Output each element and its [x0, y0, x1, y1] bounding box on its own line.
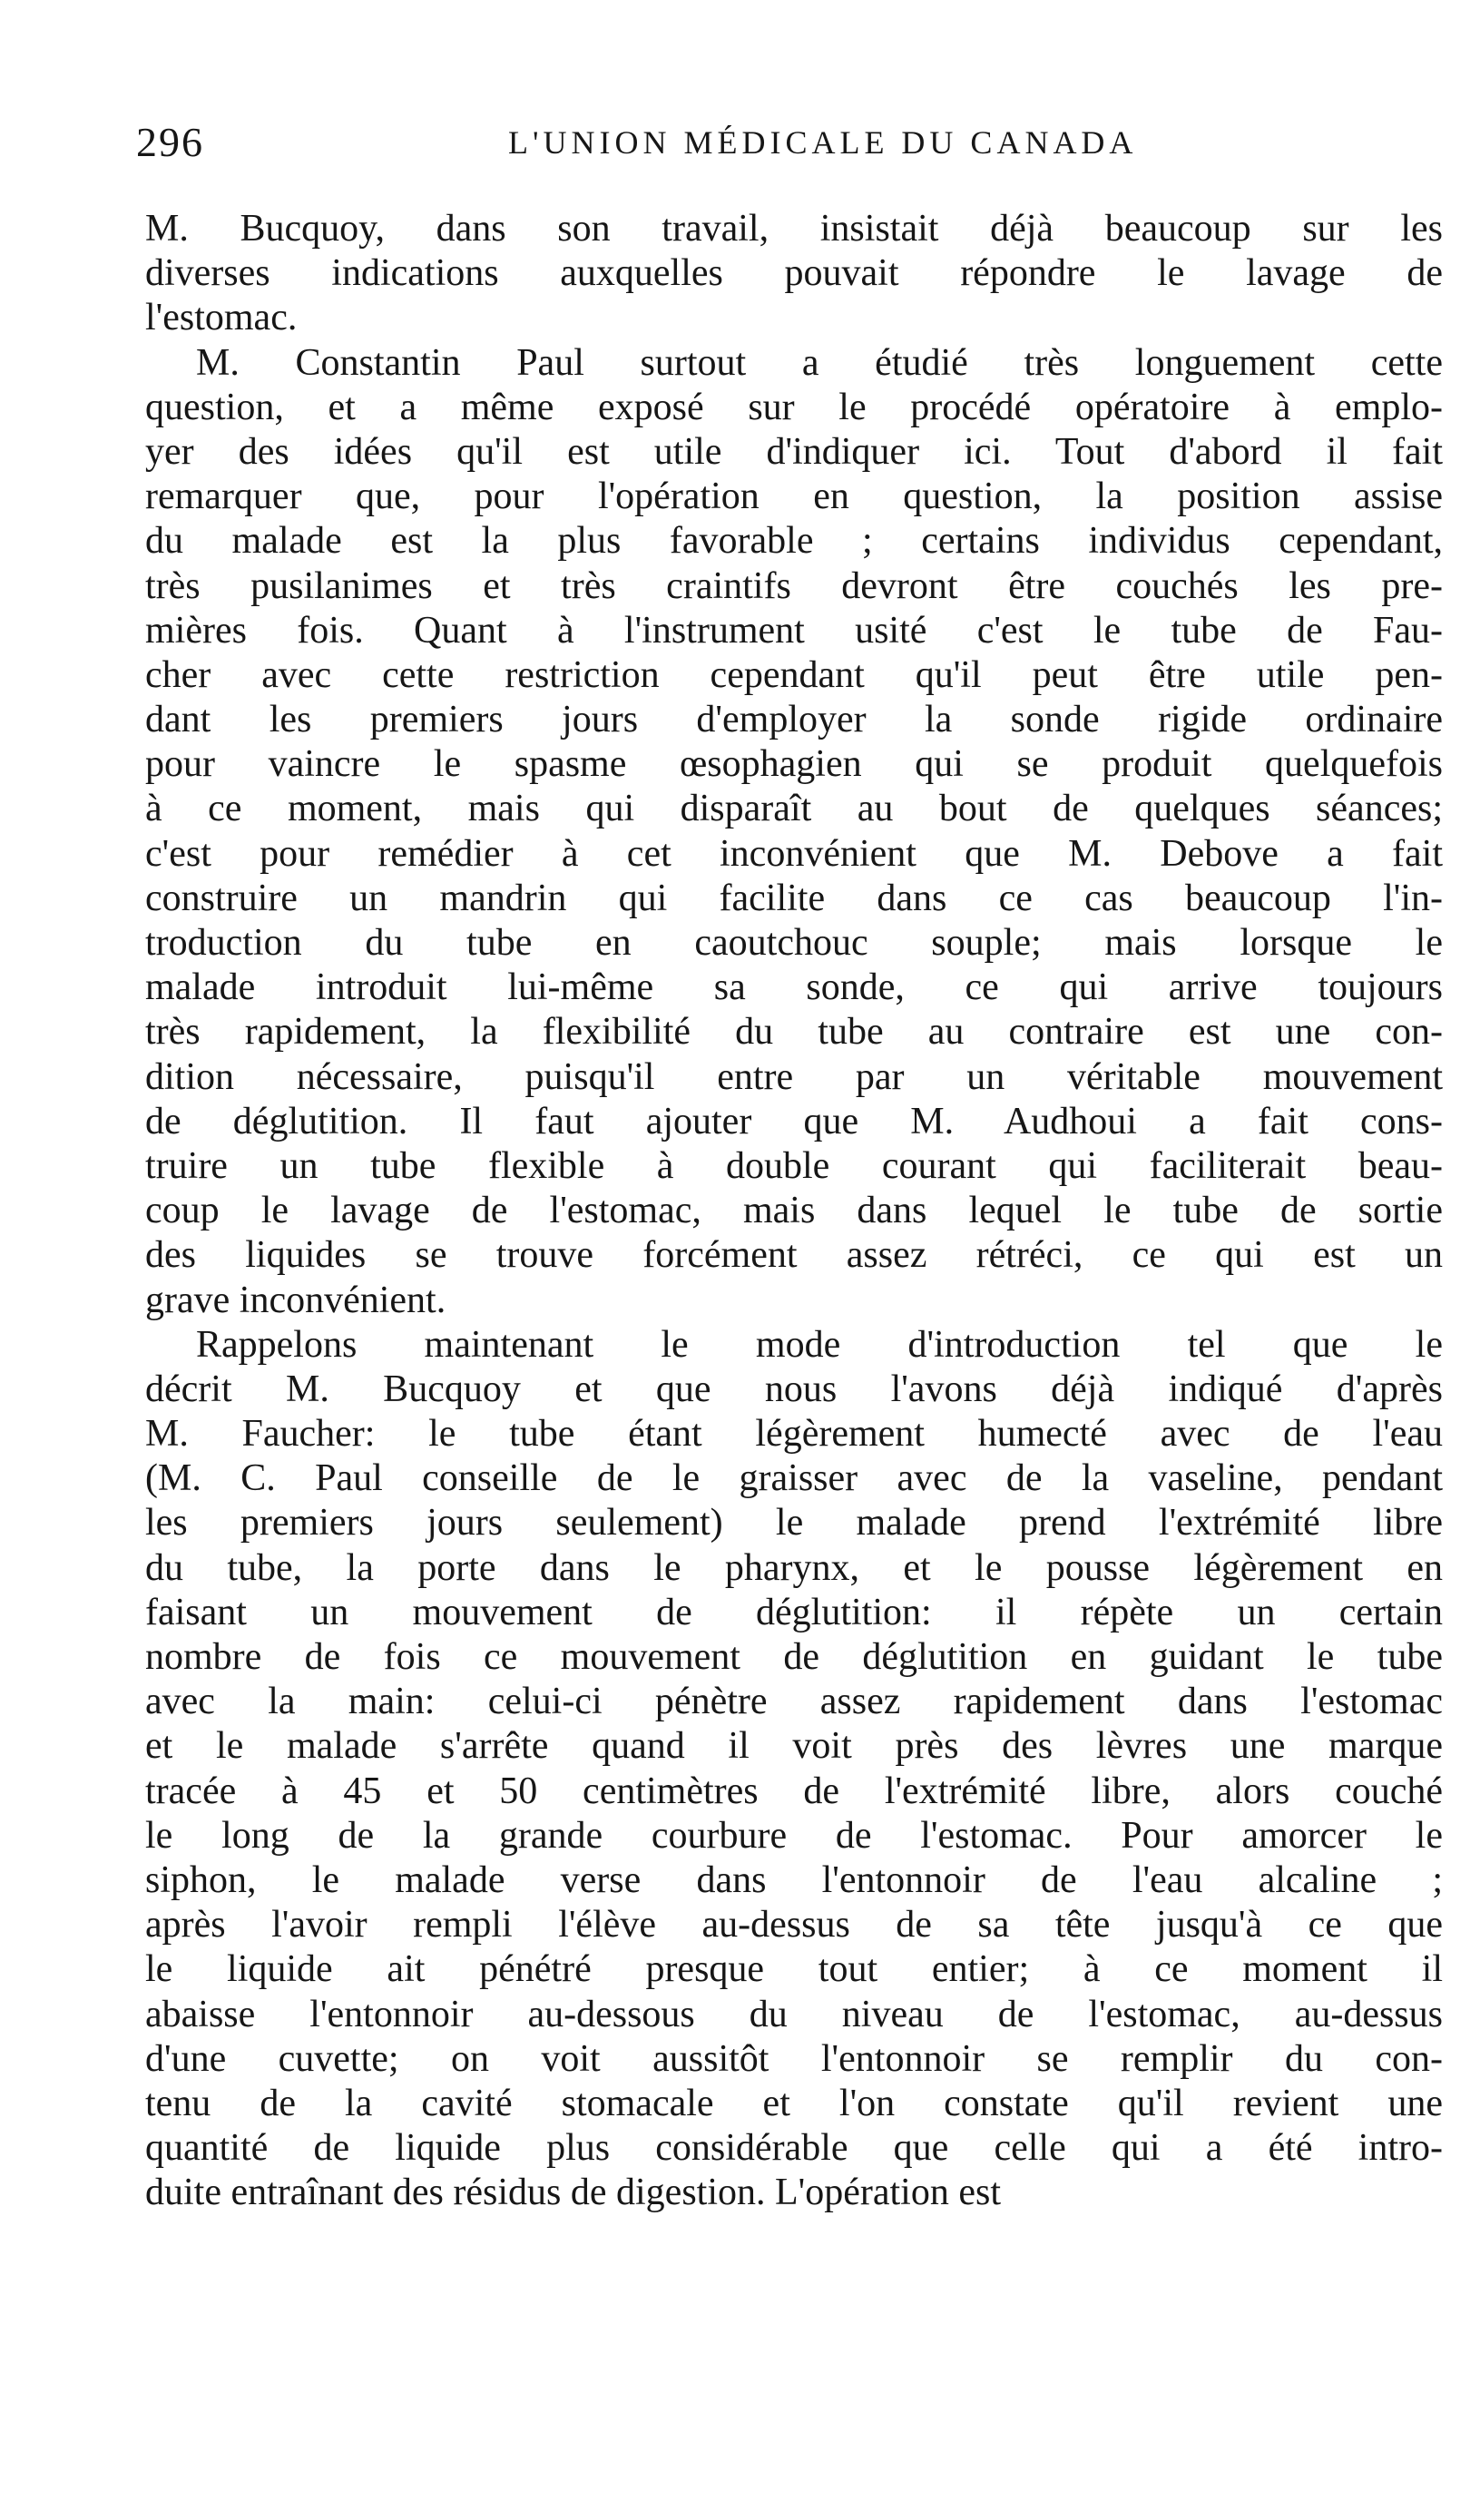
text-line: dition nécessaire, puisqu'il entre par un véritable mouvement [145, 1055, 1443, 1098]
text-line: tenu de la cavité stomacale et l'on constate qu'il revient une [145, 2082, 1443, 2124]
body-text [145, 207, 1443, 2215]
text-line: le long de la grande courbure de l'estomac. Pour amorcer le [145, 1814, 1443, 1857]
text-line: abaisse l'entonnoir au-dessous du niveau de l'estomac, au-dessus [145, 1993, 1443, 2035]
text-line: troduction du tube en caoutchouc souple; mais lorsque le [145, 922, 1443, 964]
text-line: construire un mandrin qui facilite dans ce cas beaucoup l'in- [145, 877, 1443, 919]
text-line: pour vaincre le spasme œsophagien qui se produit quelquefois [145, 743, 1443, 786]
text-line: diverses indications auxquelles pouvait répondre le lavage de [145, 252, 1443, 295]
text-line: grave inconvénient. [145, 1279, 446, 1321]
text-line: M. Bucquoy, dans son travail, insistait déjà beaucoup sur les [145, 208, 1443, 250]
text-line: et le malade s'arrête quand il voit près des lèvres une marque [145, 1725, 1443, 1768]
text-line: décrit M. Bucquoy et que nous l'avons déjà indiqué d'après [145, 1368, 1443, 1410]
text-line: les premiers jours seulement) le malade prend l'extrémité libre [145, 1502, 1443, 1544]
text-line: (M. C. Paul conseille de le graisser avec de la vaseline, pendant [145, 1457, 1443, 1500]
paragraph [145, 1323, 1443, 2216]
text-line: c'est pour remédier à cet inconvénient que M. Debove a fait [145, 832, 1443, 875]
text-line: tracée à 45 et 50 centimètres de l'extrémité libre, alors couché [145, 1770, 1443, 1812]
text-line: faisant un mouvement de déglutition: il répète un certain [145, 1591, 1443, 1633]
text-line: le liquide ait pénétré presque tout entier; à ce moment il [145, 1948, 1443, 1991]
text-line: remarquer que, pour l'opération en question, la position assise [145, 476, 1443, 518]
text-line: très rapidement, la flexibilité du tube au contraire est une con- [145, 1011, 1443, 1054]
text-line: malade introduit lui-même sa sonde, ce qui arrive toujours [145, 966, 1443, 1009]
text-line: quantité de liquide plus considérable que celle qui a été intro- [145, 2127, 1443, 2170]
page-number: 296 [136, 119, 204, 165]
text-line: siphon, le malade verse dans l'entonnoir de l'eau alcaline ; [145, 1858, 1443, 1901]
text-line: d'une cuvette; on voit aussitôt l'entonnoir se remplir du con- [145, 2037, 1443, 2080]
text-line: yer des idées qu'il est utile d'indiquer ici. Tout d'abord il fait [145, 430, 1443, 473]
running-head [136, 118, 1443, 172]
text-line: duite entraînant des résidus de digestion. L'opération est [145, 2172, 1001, 2214]
text-line: truire un tube flexible à double courant qui faciliterait beau- [145, 1144, 1443, 1187]
journal-title: L'UNION MÉDICALE DU CANADA [508, 124, 1138, 161]
text-line: du malade est la plus favorable ; certains individus cependant, [145, 520, 1443, 563]
text-line: M. Constantin Paul surtout a étudié très longuement cette [196, 341, 1443, 384]
text-line: très pusilanimes et très craintifs devront être couchés les pre- [145, 564, 1443, 607]
text-line: avec la main: celui-ci pénètre assez rapidement dans l'estomac [145, 1681, 1443, 1723]
text-line: coup le lavage de l'estomac, mais dans lequel le tube de sortie [145, 1190, 1443, 1232]
text-line: à ce moment, mais qui disparaît au bout de quelques séances; [145, 788, 1443, 830]
text-line: des liquides se trouve forcément assez rétréci, ce qui est un [145, 1234, 1443, 1277]
paragraph [145, 341, 1443, 1323]
text-line: l'estomac. [145, 297, 298, 339]
text-line: question, et a même exposé sur le procédé opératoire à emplo- [145, 386, 1443, 428]
text-line: de déglutition. Il faut ajouter que M. Audhoui a fait cons- [145, 1100, 1443, 1142]
text-line: du tube, la porte dans le pharynx, et le pousse légèrement en [145, 1546, 1443, 1589]
paragraph [145, 207, 1443, 341]
text-line: M. Faucher: le tube étant légèrement humecté avec de l'eau [145, 1413, 1443, 1456]
text-line: Rappelons maintenant le mode d'introduction tel que le [196, 1323, 1443, 1366]
text-line: après l'avoir rempli l'élève au-dessus de sa tête jusqu'à ce que [145, 1904, 1443, 1946]
text-line: cher avec cette restriction cependant qu'il peut être utile pen- [145, 653, 1443, 696]
text-line: mières fois. Quant à l'instrument usité c'est le tube de Fau- [145, 609, 1443, 652]
text-line: dant les premiers jours d'employer la sonde rigide ordinaire [145, 699, 1443, 741]
text-line: nombre de fois ce mouvement de déglutition en guidant le tube [145, 1636, 1443, 1678]
